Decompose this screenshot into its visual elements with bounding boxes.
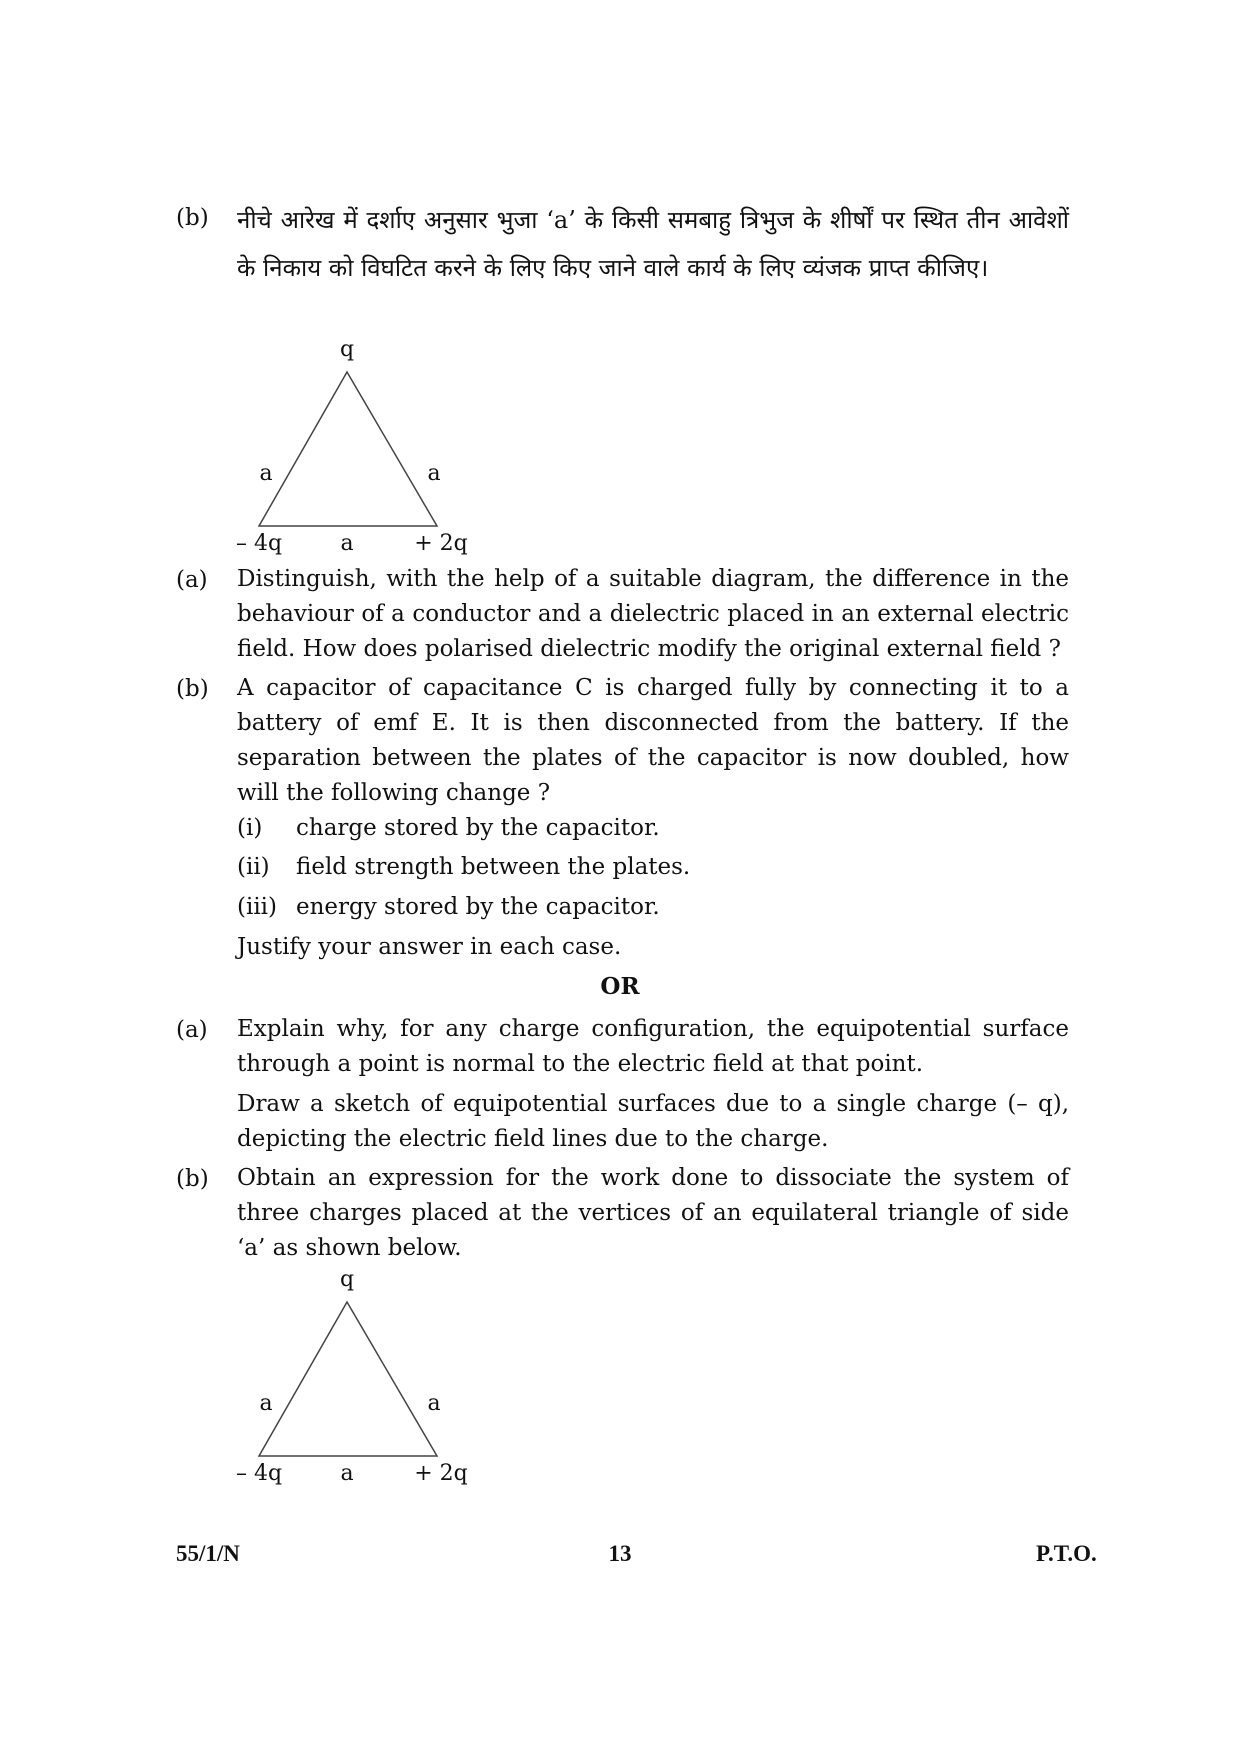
question-a-text: Distinguish, with the help of a suitable diagram, the difference in the behaviour of a conductor and a dielectric placed in an external electric field. How does polarised dielectric modify the original external field ? xyxy=(237,566,1069,662)
question-label: (b) xyxy=(176,676,209,702)
pto-label: P.T.O. xyxy=(1036,1541,1097,1566)
page-number: 13 xyxy=(608,1541,632,1566)
label-bottom-left-charge: – 4q xyxy=(235,531,283,556)
triangle-shape xyxy=(259,1302,437,1456)
label-right-side: a xyxy=(427,461,441,486)
label-left-side: a xyxy=(259,1391,273,1416)
question-b2-text: Obtain an expression for the work done to dissociate the system of three charges placed at the vertices of an equilateral triangle of side ‘a’ as shown below. xyxy=(237,1165,1069,1261)
or-separator: OR xyxy=(600,973,640,1000)
question-b-text: A capacitor of capacitance C is charged fully by connecting it to a battery of emf E. It is then disconnected from the battery. If the separation between the plates of the capacitor is now doubled, how will the following change ? xyxy=(237,675,1069,806)
justify-text: Justify your answer in each case. xyxy=(237,934,622,960)
label-top-charge: q xyxy=(339,337,355,362)
sub-item-text: field strength between the plates. xyxy=(296,854,691,880)
sub-item-label: (iii) xyxy=(237,894,278,920)
question-a2-text-2: Draw a sketch of equipotential surfaces due to a single charge (– q), depicting the electric field lines due to the charge. xyxy=(237,1091,1069,1152)
label-bottom-right-charge: + 2q xyxy=(414,531,468,556)
paper-code: 55/1/N xyxy=(176,1541,240,1566)
question-label: (a) xyxy=(176,1017,208,1043)
question-label: (a) xyxy=(176,567,208,593)
label-bottom-right-charge: + 2q xyxy=(414,1461,468,1486)
sub-item-text: energy stored by the capacitor. xyxy=(296,894,660,920)
question-a2-text: Explain why, for any charge configuration, the equipotential surface through a point is normal to the electric field at that point. xyxy=(237,1016,1069,1077)
label-bottom-side: a xyxy=(340,1461,354,1486)
sub-item-label: (i) xyxy=(237,815,263,841)
triangle-diagram-2 xyxy=(226,1266,486,1496)
question-label: (b) xyxy=(176,1166,209,1192)
hindi-question-text: नीचे आरेख में दर्शाए अनुसार भुजा ‘a’ के किसी समबाहु त्रिभुज के शीर्षों पर स्थित तीन आवेशों के निकाय को विघटित करने के लिए किए जाने वाले कार्य के लिए व्यंजक प्राप्त कीजिए। xyxy=(237,206,1069,282)
triangle-diagram-1 xyxy=(226,336,486,566)
sub-item-text: charge stored by the capacitor. xyxy=(296,815,660,841)
sub-item-label: (ii) xyxy=(237,854,270,880)
question-label: (b) xyxy=(176,205,209,231)
label-bottom-left-charge: – 4q xyxy=(235,1461,283,1486)
label-left-side: a xyxy=(259,461,273,486)
label-top-charge: q xyxy=(339,1267,355,1292)
label-right-side: a xyxy=(427,1391,441,1416)
label-bottom-side: a xyxy=(340,531,354,556)
triangle-shape xyxy=(259,372,437,526)
